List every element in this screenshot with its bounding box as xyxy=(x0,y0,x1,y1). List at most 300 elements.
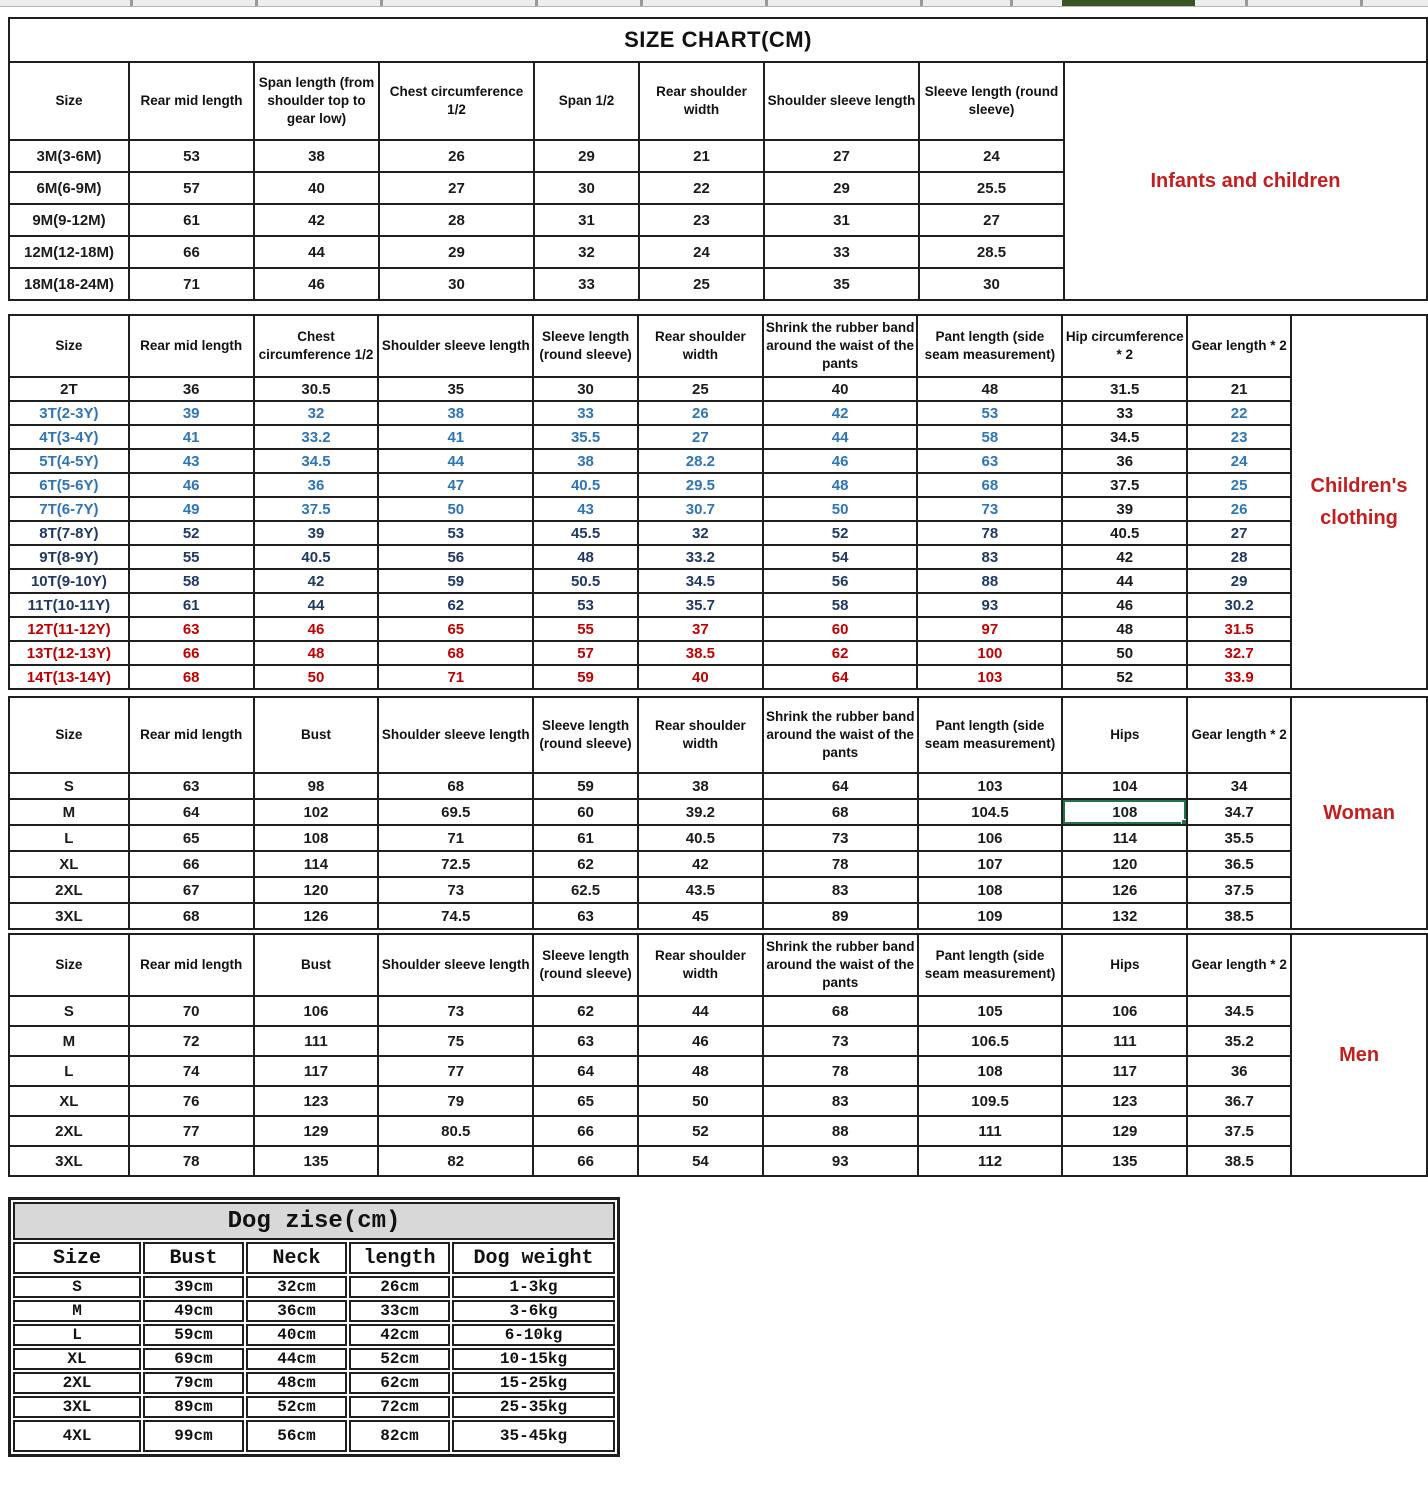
men-size-cell: XL xyxy=(9,1086,129,1116)
woman-value-cell: 61 xyxy=(533,825,638,851)
woman-value-cell: 65 xyxy=(129,825,254,851)
men-value-cell: 66 xyxy=(533,1116,638,1146)
children-value-cell: 29.5 xyxy=(638,473,763,497)
children-value-cell: 58 xyxy=(129,569,254,593)
children-value-cell: 43 xyxy=(533,497,638,521)
children-value-cell: 25 xyxy=(1187,473,1291,497)
woman-value-cell: 67 xyxy=(129,877,254,903)
children-value-cell: 25 xyxy=(638,377,763,401)
children-value-cell: 30.7 xyxy=(638,497,763,521)
men-value-cell: 129 xyxy=(1062,1116,1187,1146)
woman-value-cell: 39.2 xyxy=(638,799,763,825)
woman-value-cell: 64 xyxy=(129,799,254,825)
children-value-cell: 62 xyxy=(763,641,918,665)
woman-value-cell: 120 xyxy=(254,877,379,903)
column-divider-tick xyxy=(535,0,538,6)
men-column-header: Rear shoulder width xyxy=(638,934,763,996)
children-column-header: Pant length (side seam measurement) xyxy=(917,315,1062,377)
men-value-cell: 79 xyxy=(378,1086,533,1116)
men-group-label: Men xyxy=(1291,934,1427,1176)
children-table-row xyxy=(9,425,1427,449)
infants-column-header: Rear mid length xyxy=(129,62,254,140)
children-value-cell: 41 xyxy=(129,425,254,449)
infants-size-cell: 9M(9-12M) xyxy=(9,204,129,236)
children-column-header: Rear shoulder width xyxy=(638,315,763,377)
woman-value-cell: 62.5 xyxy=(533,877,638,903)
children-value-cell: 42 xyxy=(763,401,918,425)
dog-value-cell: 32cm xyxy=(246,1276,347,1298)
children-size-cell: 7T(6-7Y) xyxy=(9,497,129,521)
column-divider-tick xyxy=(380,0,383,6)
dog-value-cell: 82cm xyxy=(349,1420,450,1452)
infants-value-cell: 61 xyxy=(129,204,254,236)
children-value-cell: 33.2 xyxy=(638,545,763,569)
children-value-cell: 44 xyxy=(254,593,379,617)
men-table-row xyxy=(9,1026,1427,1056)
children-value-cell: 53 xyxy=(917,401,1062,425)
men-value-cell: 78 xyxy=(763,1056,918,1086)
children-value-cell: 88 xyxy=(917,569,1062,593)
woman-value-cell: 73 xyxy=(763,825,918,851)
children-value-cell: 34.5 xyxy=(638,569,763,593)
children-size-cell: 12T(11-12Y) xyxy=(9,617,129,641)
infants-column-header: Rear shoulder width xyxy=(639,62,764,140)
men-value-cell: 109.5 xyxy=(918,1086,1063,1116)
woman-value-cell: 114 xyxy=(1062,825,1187,851)
dog-table-row xyxy=(13,1396,615,1418)
infants-value-cell: 32 xyxy=(534,236,639,268)
infants-value-cell: 21 xyxy=(639,140,764,172)
children-size-table xyxy=(8,314,1428,690)
children-value-cell: 40.5 xyxy=(1062,521,1187,545)
infants-value-cell: 53 xyxy=(129,140,254,172)
children-value-cell: 93 xyxy=(917,593,1062,617)
men-value-cell: 66 xyxy=(533,1146,638,1176)
children-value-cell: 68 xyxy=(378,641,533,665)
infants-value-cell: 28.5 xyxy=(919,236,1064,268)
men-value-cell: 62 xyxy=(533,996,638,1026)
men-value-cell: 63 xyxy=(533,1026,638,1056)
children-table-row xyxy=(9,545,1427,569)
children-value-cell: 48 xyxy=(917,377,1062,401)
men-column-header: Rear mid length xyxy=(129,934,254,996)
children-group-label: Children's clothing xyxy=(1291,315,1427,689)
men-table-row xyxy=(9,996,1427,1026)
men-value-cell: 37.5 xyxy=(1187,1116,1291,1146)
infants-size-cell: 18M(18-24M) xyxy=(9,268,129,300)
children-value-cell: 50 xyxy=(378,497,533,521)
infants-value-cell: 28 xyxy=(379,204,534,236)
woman-value-cell: 36.5 xyxy=(1187,851,1291,877)
children-column-header: Shrink the rubber band around the waist of the pants xyxy=(763,315,918,377)
men-value-cell: 65 xyxy=(533,1086,638,1116)
infants-value-cell: 66 xyxy=(129,236,254,268)
men-value-cell: 50 xyxy=(638,1086,763,1116)
children-value-cell: 52 xyxy=(129,521,254,545)
children-value-cell: 44 xyxy=(763,425,918,449)
men-table-row xyxy=(9,1056,1427,1086)
woman-value-cell: 45 xyxy=(638,903,763,929)
children-value-cell: 46 xyxy=(1062,593,1187,617)
children-size-cell: 2T xyxy=(9,377,129,401)
woman-size-table xyxy=(8,696,1428,930)
children-value-cell: 62 xyxy=(378,593,533,617)
woman-value-cell: 60 xyxy=(533,799,638,825)
children-value-cell: 46 xyxy=(129,473,254,497)
woman-table-row xyxy=(9,851,1427,877)
infants-column-header: Span length (from shoulder top to gear low) xyxy=(254,62,379,140)
column-divider-tick xyxy=(255,0,258,6)
children-value-cell: 32 xyxy=(254,401,379,425)
men-value-cell: 106 xyxy=(1062,996,1187,1026)
spreadsheet-top-strip xyxy=(0,0,1428,7)
children-table-row xyxy=(9,569,1427,593)
infants-value-cell: 26 xyxy=(379,140,534,172)
woman-value-cell: 68 xyxy=(763,799,918,825)
woman-value-cell: 64 xyxy=(763,773,918,799)
children-table-row xyxy=(9,617,1427,641)
men-value-cell: 76 xyxy=(129,1086,254,1116)
woman-column-header: Shrink the rubber band around the waist of the pants xyxy=(763,697,918,773)
column-divider-tick xyxy=(1360,0,1363,6)
children-value-cell: 32 xyxy=(638,521,763,545)
children-size-cell: 5T(4-5Y) xyxy=(9,449,129,473)
men-value-cell: 111 xyxy=(918,1116,1063,1146)
woman-value-cell: 126 xyxy=(254,903,379,929)
children-value-cell: 33.9 xyxy=(1187,665,1291,689)
woman-column-header: Size xyxy=(9,697,129,773)
children-value-cell: 30 xyxy=(533,377,638,401)
woman-value-cell: 40.5 xyxy=(638,825,763,851)
men-value-cell: 70 xyxy=(129,996,254,1026)
children-value-cell: 40.5 xyxy=(533,473,638,497)
children-value-cell: 52 xyxy=(763,521,918,545)
woman-value-cell: 59 xyxy=(533,773,638,799)
men-value-cell: 111 xyxy=(1062,1026,1187,1056)
infants-value-cell: 23 xyxy=(639,204,764,236)
dog-column-header: Bust xyxy=(143,1242,244,1274)
children-value-cell: 34.5 xyxy=(1062,425,1187,449)
children-value-cell: 34.5 xyxy=(254,449,379,473)
children-value-cell: 27 xyxy=(638,425,763,449)
dog-column-header: length xyxy=(349,1242,450,1274)
children-value-cell: 32.7 xyxy=(1187,641,1291,665)
children-value-cell: 42 xyxy=(1062,545,1187,569)
children-column-header: Hip circumference * 2 xyxy=(1062,315,1187,377)
woman-value-cell: 35.5 xyxy=(1187,825,1291,851)
children-size-cell: 4T(3-4Y) xyxy=(9,425,129,449)
dog-value-cell: 15-25kg xyxy=(452,1372,615,1394)
children-value-cell: 56 xyxy=(378,545,533,569)
infants-value-cell: 27 xyxy=(919,204,1064,236)
infants-value-cell: 24 xyxy=(639,236,764,268)
children-size-cell: 14T(13-14Y) xyxy=(9,665,129,689)
woman-column-header: Rear mid length xyxy=(129,697,254,773)
children-value-cell: 63 xyxy=(917,449,1062,473)
dog-table-row xyxy=(13,1348,615,1370)
children-value-cell: 33.2 xyxy=(254,425,379,449)
infants-value-cell: 30 xyxy=(534,172,639,204)
men-value-cell: 48 xyxy=(638,1056,763,1086)
children-value-cell: 41 xyxy=(378,425,533,449)
woman-value-cell: 98 xyxy=(254,773,379,799)
children-size-cell: 13T(12-13Y) xyxy=(9,641,129,665)
infants-value-cell: 30 xyxy=(919,268,1064,300)
dog-value-cell: 1-3kg xyxy=(452,1276,615,1298)
woman-value-cell: 106 xyxy=(918,825,1063,851)
infants-value-cell: 29 xyxy=(534,140,639,172)
woman-column-header: Bust xyxy=(254,697,379,773)
woman-value-cell: 38 xyxy=(638,773,763,799)
children-value-cell: 33 xyxy=(1062,401,1187,425)
children-table-row xyxy=(9,641,1427,665)
men-column-header: Shrink the rubber band around the waist of the pants xyxy=(763,934,918,996)
children-value-cell: 56 xyxy=(763,569,918,593)
woman-value-cell: 34 xyxy=(1187,773,1291,799)
infants-value-cell: 57 xyxy=(129,172,254,204)
children-column-header: Chest circumference 1/2 xyxy=(254,315,379,377)
men-value-cell: 36.7 xyxy=(1187,1086,1291,1116)
children-value-cell: 37.5 xyxy=(254,497,379,521)
dog-value-cell: 10-15kg xyxy=(452,1348,615,1370)
woman-value-cell: 72.5 xyxy=(378,851,533,877)
children-value-cell: 50.5 xyxy=(533,569,638,593)
men-value-cell: 123 xyxy=(1062,1086,1187,1116)
children-value-cell: 61 xyxy=(129,593,254,617)
children-value-cell: 53 xyxy=(378,521,533,545)
size-chart-content xyxy=(0,7,1428,1457)
children-value-cell: 97 xyxy=(917,617,1062,641)
infants-size-cell: 12M(12-18M) xyxy=(9,236,129,268)
infants-size-cell: 6M(6-9M) xyxy=(9,172,129,204)
children-column-header: Sleeve length (round sleeve) xyxy=(533,315,638,377)
woman-value-cell: 126 xyxy=(1062,877,1187,903)
woman-value-cell: 43.5 xyxy=(638,877,763,903)
men-value-cell: 74 xyxy=(129,1056,254,1086)
infants-value-cell: 33 xyxy=(534,268,639,300)
children-table-row xyxy=(9,401,1427,425)
men-value-cell: 35.2 xyxy=(1187,1026,1291,1056)
men-size-cell: 3XL xyxy=(9,1146,129,1176)
dog-table-row xyxy=(13,1324,615,1346)
men-size-cell: M xyxy=(9,1026,129,1056)
infants-value-cell: 25.5 xyxy=(919,172,1064,204)
woman-column-header: Shoulder sleeve length xyxy=(378,697,533,773)
children-value-cell: 38.5 xyxy=(638,641,763,665)
men-value-cell: 54 xyxy=(638,1146,763,1176)
children-value-cell: 36 xyxy=(254,473,379,497)
woman-column-header: Gear length * 2 xyxy=(1187,697,1291,773)
woman-value-cell: 120 xyxy=(1062,851,1187,877)
children-value-cell: 59 xyxy=(378,569,533,593)
children-table-row xyxy=(9,593,1427,617)
dog-value-cell: 3-6kg xyxy=(452,1300,615,1322)
woman-value-cell: 71 xyxy=(378,825,533,851)
children-value-cell: 35.7 xyxy=(638,593,763,617)
children-value-cell: 40.5 xyxy=(254,545,379,569)
children-value-cell: 60 xyxy=(763,617,918,641)
woman-value-cell: 68 xyxy=(378,773,533,799)
children-value-cell: 29 xyxy=(1187,569,1291,593)
dog-value-cell: 49cm xyxy=(143,1300,244,1322)
children-value-cell: 26 xyxy=(1187,497,1291,521)
dog-table-title: Dog zise(cm) xyxy=(13,1202,615,1240)
woman-table-row xyxy=(9,799,1427,825)
men-column-header: Hips xyxy=(1062,934,1187,996)
children-value-cell: 30.2 xyxy=(1187,593,1291,617)
woman-value-cell: 114 xyxy=(254,851,379,877)
men-size-cell: 2XL xyxy=(9,1116,129,1146)
woman-column-header: Rear shoulder width xyxy=(638,697,763,773)
men-size-cell: L xyxy=(9,1056,129,1086)
woman-size-cell: L xyxy=(9,825,129,851)
men-column-header: Size xyxy=(9,934,129,996)
children-column-header: Rear mid length xyxy=(129,315,254,377)
woman-value-cell: 104 xyxy=(1062,773,1187,799)
children-table-row xyxy=(9,377,1427,401)
men-value-cell: 73 xyxy=(378,996,533,1026)
woman-value-cell: 62 xyxy=(533,851,638,877)
men-value-cell: 44 xyxy=(638,996,763,1026)
children-value-cell: 54 xyxy=(763,545,918,569)
woman-value-cell: 102 xyxy=(254,799,379,825)
woman-table-row xyxy=(9,773,1427,799)
men-value-cell: 80.5 xyxy=(378,1116,533,1146)
children-value-cell: 58 xyxy=(917,425,1062,449)
woman-value-cell: 69.5 xyxy=(378,799,533,825)
woman-value-cell: 73 xyxy=(378,877,533,903)
infants-column-header: Chest circumference 1/2 xyxy=(379,62,534,140)
children-value-cell: 28.2 xyxy=(638,449,763,473)
men-column-header: Gear length * 2 xyxy=(1187,934,1291,996)
children-value-cell: 36 xyxy=(129,377,254,401)
dog-size-cell: S xyxy=(13,1276,141,1298)
children-value-cell: 45.5 xyxy=(533,521,638,545)
woman-value-cell: 107 xyxy=(918,851,1063,877)
men-value-cell: 93 xyxy=(763,1146,918,1176)
infants-value-cell: 35 xyxy=(764,268,919,300)
dog-column-header: Size xyxy=(13,1242,141,1274)
children-value-cell: 23 xyxy=(1187,425,1291,449)
children-value-cell: 27 xyxy=(1187,521,1291,545)
children-value-cell: 50 xyxy=(1062,641,1187,665)
infants-value-cell: 46 xyxy=(254,268,379,300)
infants-value-cell: 29 xyxy=(764,172,919,204)
children-column-header: Gear length * 2 xyxy=(1187,315,1291,377)
children-value-cell: 35.5 xyxy=(533,425,638,449)
children-value-cell: 39 xyxy=(1062,497,1187,521)
men-value-cell: 77 xyxy=(129,1116,254,1146)
infants-column-header: Span 1/2 xyxy=(534,62,639,140)
column-divider-tick xyxy=(920,0,923,6)
children-value-cell: 39 xyxy=(129,401,254,425)
infants-value-cell: 31 xyxy=(534,204,639,236)
dog-value-cell: 35-45kg xyxy=(452,1420,615,1452)
men-value-cell: 46 xyxy=(638,1026,763,1056)
dog-column-header: Neck xyxy=(246,1242,347,1274)
men-table-row xyxy=(9,1086,1427,1116)
children-value-cell: 48 xyxy=(763,473,918,497)
men-value-cell: 112 xyxy=(918,1146,1063,1176)
woman-value-cell: 66 xyxy=(129,851,254,877)
children-value-cell: 38 xyxy=(378,401,533,425)
children-value-cell: 78 xyxy=(917,521,1062,545)
dog-value-cell: 36cm xyxy=(246,1300,347,1322)
men-value-cell: 123 xyxy=(254,1086,379,1116)
children-value-cell: 37 xyxy=(638,617,763,641)
children-size-cell: 8T(7-8Y) xyxy=(9,521,129,545)
children-size-cell: 11T(10-11Y) xyxy=(9,593,129,617)
children-value-cell: 48 xyxy=(254,641,379,665)
woman-value-cell: 108 xyxy=(254,825,379,851)
woman-table-row xyxy=(9,877,1427,903)
infants-value-cell: 33 xyxy=(764,236,919,268)
dog-table-row xyxy=(13,1420,615,1452)
dog-value-cell: 25-35kg xyxy=(452,1396,615,1418)
dog-value-cell: 89cm xyxy=(143,1396,244,1418)
children-value-cell: 44 xyxy=(1062,569,1187,593)
men-value-cell: 77 xyxy=(378,1056,533,1086)
woman-value-cell: 38.5 xyxy=(1187,903,1291,929)
children-value-cell: 46 xyxy=(254,617,379,641)
men-value-cell: 111 xyxy=(254,1026,379,1056)
dog-value-cell: 26cm xyxy=(349,1276,450,1298)
woman-value-cell: 34.7 xyxy=(1187,799,1291,825)
children-table-row xyxy=(9,497,1427,521)
dog-value-cell: 52cm xyxy=(246,1396,347,1418)
dog-column-header: Dog weight xyxy=(452,1242,615,1274)
infants-value-cell: 44 xyxy=(254,236,379,268)
children-value-cell: 28 xyxy=(1187,545,1291,569)
children-value-cell: 31.5 xyxy=(1062,377,1187,401)
dog-value-cell: 6-10kg xyxy=(452,1324,615,1346)
children-value-cell: 73 xyxy=(917,497,1062,521)
dog-size-cell: L xyxy=(13,1324,141,1346)
children-size-cell: 9T(8-9Y) xyxy=(9,545,129,569)
men-value-cell: 73 xyxy=(763,1026,918,1056)
men-value-cell: 117 xyxy=(254,1056,379,1086)
men-value-cell: 36 xyxy=(1187,1056,1291,1086)
dog-size-cell: XL xyxy=(13,1348,141,1370)
men-value-cell: 75 xyxy=(378,1026,533,1056)
woman-value-cell: 132 xyxy=(1062,903,1187,929)
children-value-cell: 58 xyxy=(763,593,918,617)
children-value-cell: 47 xyxy=(378,473,533,497)
children-value-cell: 71 xyxy=(378,665,533,689)
woman-selected-cell: 108 xyxy=(1062,799,1187,825)
men-value-cell: 72 xyxy=(129,1026,254,1056)
men-value-cell: 83 xyxy=(763,1086,918,1116)
infants-value-cell: 38 xyxy=(254,140,379,172)
children-value-cell: 44 xyxy=(378,449,533,473)
children-value-cell: 65 xyxy=(378,617,533,641)
children-size-cell: 6T(5-6Y) xyxy=(9,473,129,497)
children-value-cell: 26 xyxy=(638,401,763,425)
infants-column-header: Shoulder sleeve length xyxy=(764,62,919,140)
dog-value-cell: 56cm xyxy=(246,1420,347,1452)
dog-value-cell: 39cm xyxy=(143,1276,244,1298)
children-value-cell: 50 xyxy=(254,665,379,689)
men-value-cell: 129 xyxy=(254,1116,379,1146)
woman-value-cell: 109 xyxy=(918,903,1063,929)
children-value-cell: 42 xyxy=(254,569,379,593)
men-value-cell: 135 xyxy=(1062,1146,1187,1176)
children-value-cell: 50 xyxy=(763,497,918,521)
woman-table-row xyxy=(9,825,1427,851)
dog-size-table xyxy=(8,1197,620,1457)
dog-value-cell: 62cm xyxy=(349,1372,450,1394)
infants-value-cell: 25 xyxy=(639,268,764,300)
